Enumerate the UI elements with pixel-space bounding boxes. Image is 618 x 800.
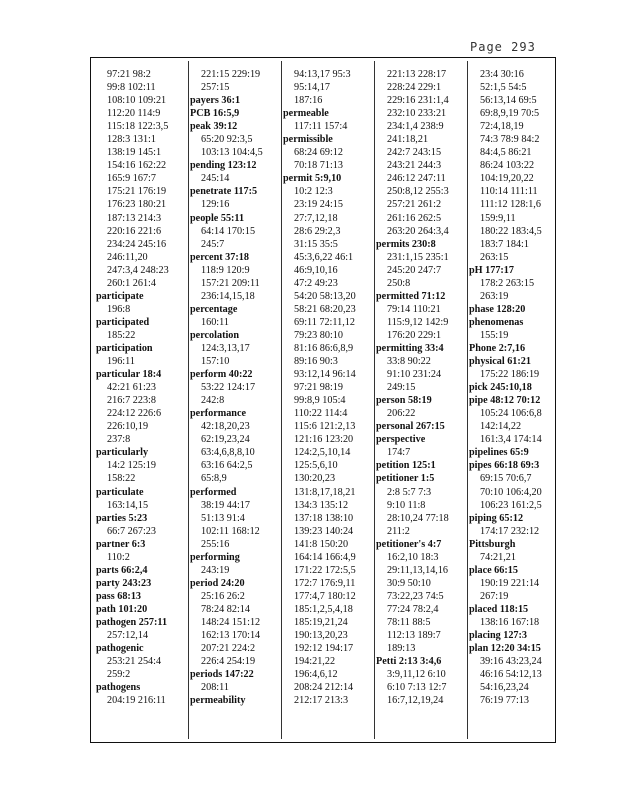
index-entry-references: 91:10 231:24: [387, 369, 442, 381]
index-entry-references: 68:24 69:12: [294, 147, 343, 159]
index-entry-references: 69:8,9,19 70:5: [480, 108, 540, 120]
index-entry-headword: particulate: [96, 486, 144, 498]
index-entry-headword: permit 5:9,10: [283, 173, 342, 185]
index-entry-references: 255:16: [201, 538, 230, 550]
index-entry-references: 53:22 124:17: [201, 382, 256, 394]
index-entry-references: 180:22 183:4,5: [480, 225, 542, 237]
index-entry-references: 112:13 189:7: [387, 630, 441, 642]
index-entry-headword: parts 66:2,4: [96, 564, 148, 576]
index-entry-references: 97:21 98:19: [294, 382, 343, 394]
index-entry-references: 65:8,9: [201, 473, 227, 485]
index-column-3: [283, 68, 375, 707]
index-entry-headword: pathogenic: [96, 643, 144, 655]
index-entry-references: 174:17 232:12: [480, 525, 540, 537]
index-entry-headword: Phone 2:7,16: [469, 342, 526, 354]
index-entry-references: 110:2: [107, 551, 130, 563]
index-entry-references: 79:14 110:21: [387, 303, 441, 315]
index-entry-references: 16:2,10 18:3: [387, 551, 439, 563]
index-entry-headword: PCB 16:5,9: [190, 108, 240, 120]
index-entry-references: 129:16: [201, 199, 230, 211]
index-entry-references: 155:19: [480, 329, 509, 341]
index-entry-references: 237:8: [107, 434, 131, 446]
index-entry-references: 28:10,24 77:18: [387, 512, 449, 524]
index-entry-references: 208:24 212:14: [294, 682, 354, 694]
index-entry-references: 52:1,5 54:5: [480, 82, 527, 94]
index-entry-references: 157:10: [201, 356, 230, 368]
index-entry-references: 253:21 254:4: [107, 656, 162, 668]
index-entry-references: 10:2 12:3: [294, 186, 333, 198]
index-entry-references: 190:13,20,23: [294, 630, 348, 642]
index-entry-headword: phase 128:20: [469, 303, 526, 315]
index-entry-references: 142:14,22: [480, 421, 522, 433]
index-entry-references: 204:19 216:11: [107, 695, 166, 707]
index-entry-references: 29:11,13,14,16: [387, 564, 449, 576]
index-entry-references: 102:11 168:12: [201, 525, 260, 537]
index-entry-references: 249:15: [387, 382, 416, 394]
index-entry-references: 121:16 123:20: [294, 434, 354, 446]
index-entry-headword: perform 40:22: [190, 369, 253, 381]
index-entry-headword: payers 36:1: [190, 95, 241, 107]
index-entry-headword: pipelines 65:9: [469, 447, 529, 459]
index-entry-headword: partner 6:3: [96, 538, 146, 550]
index-entry-references: 263:20 264:3,4: [387, 225, 449, 237]
index-entry-references: 131:8,17,18,21: [294, 486, 356, 498]
index-entry-references: 216:7 223:8: [107, 395, 156, 407]
index-entry-references: 226:10,19: [107, 421, 149, 433]
index-entry-references: 42:18,20,23: [201, 421, 250, 433]
index-entry-headword: party 243:23: [96, 577, 152, 589]
index-entry-references: 165:9 167:7: [107, 173, 156, 185]
index-entry-references: 73:22,23 74:5: [387, 590, 444, 602]
index-entry-headword: pipe 48:12 70:12: [469, 395, 541, 407]
index-entry-headword: piping 65:12: [469, 512, 524, 524]
index-entry-references: 263:19: [480, 290, 509, 302]
index-entry-headword: place 66:15: [469, 564, 518, 576]
index-entry-headword: performing: [190, 551, 240, 563]
index-entry-references: 69:15 70:6,7: [480, 473, 532, 485]
index-entry-references: 110:14 111:11: [480, 186, 538, 198]
page-number: Page 293: [470, 40, 536, 54]
index-entry-references: 183:7 184:1: [480, 238, 529, 250]
index-entry-headword: parties 5:23: [96, 512, 148, 524]
index-column-2: [190, 68, 282, 707]
index-entry-references: 196:11: [107, 356, 135, 368]
index-entry-references: 267:19: [480, 590, 509, 602]
index-entry-references: 106:23 161:2,5: [480, 499, 542, 511]
index-entry-references: 247:3,4 248:23: [107, 264, 169, 276]
index-entry-references: 221:15 229:19: [201, 69, 261, 80]
index-entry-references: 117:11 157:4: [294, 121, 348, 133]
index-entry-references: 260:1 261:4: [107, 277, 156, 289]
index-entry-references: 115:6 121:2,13: [294, 421, 356, 433]
index-entry-headword: personal 267:15: [376, 421, 445, 433]
index-entry-references: 175:21 176:19: [107, 186, 167, 198]
index-entry-references: 110:22 114:4: [294, 408, 348, 420]
index-entry-references: 63:16 64:2,5: [201, 460, 253, 472]
index-entry-references: 74:21,21: [480, 551, 516, 563]
index-entry-references: 51:13 91:4: [201, 512, 245, 524]
index-entry-references: 185:22: [107, 329, 136, 341]
index-entry-references: 25:16 26:2: [201, 590, 245, 602]
index-entry-headword: petitioner's 4:7: [376, 538, 442, 550]
index-entry-references: 232:10 233:21: [387, 108, 447, 120]
index-entry-references: 42:21 61:23: [107, 382, 156, 394]
index-entry-references: 206:22: [387, 408, 416, 420]
index-entry-headword: petitioner 1:5: [376, 473, 435, 485]
index-entry-references: 162:13 170:14: [201, 630, 261, 642]
index-entry-headword: physical 61:21: [469, 356, 531, 368]
index-entry-references: 74:3 78:9 84:2: [480, 134, 540, 146]
index-entry-headword: participate: [96, 290, 144, 302]
index-entry-references: 6:10 7:13 12:7: [387, 682, 447, 694]
index-entry-headword: Petti 2:13 3:4,6: [376, 656, 442, 668]
index-entry-references: 86:24 103:22: [480, 160, 535, 172]
index-entry-references: 242:7 243:15: [387, 147, 442, 159]
index-entry-references: 46:16 54:12,13: [480, 669, 542, 681]
index-entry-references: 54:20 58:13,20: [294, 290, 356, 302]
index-entry-headword: permeable: [283, 108, 329, 120]
index-column-1: [96, 68, 188, 707]
index-entry-headword: placed 118:15: [469, 603, 529, 615]
index-entry-references: 220:16 221:6: [107, 225, 162, 237]
index-entry-references: 176:23 180:21: [107, 199, 167, 211]
index-entry-references: 16:7,12,19,24: [387, 695, 444, 707]
index-entry-references: 242:8: [201, 395, 225, 407]
index-entry-references: 229:16 231:1,4: [387, 95, 449, 107]
column-divider: [188, 61, 189, 739]
index-entry-references: 3:9,11,12 6:10: [387, 669, 446, 681]
index-entry-references: 241:18,21: [387, 134, 429, 146]
index-entry-references: 45:3,6,22 46:1: [294, 251, 354, 263]
index-entry-references: 104:19,20,22: [480, 173, 534, 185]
index-entry-references: 176:20 229:1: [387, 329, 442, 341]
index-entry-references: 159:9,11: [480, 212, 516, 224]
index-entry-headword: performed: [190, 486, 237, 498]
index-entry-references: 112:20 114:9: [107, 108, 161, 120]
index-entry-references: 111:12 128:1,6: [480, 199, 541, 211]
index-entry-references: 139:23 140:24: [294, 525, 354, 537]
index-entry-references: 243:19: [201, 564, 230, 576]
index-entry-references: 154:16 162:22: [107, 160, 167, 172]
index-entry-references: 245:14: [201, 173, 230, 185]
index-entry-headword: periods 147:22: [190, 669, 254, 681]
index-entry-references: 30:9 50:10: [387, 577, 431, 589]
index-entry-references: 161:3,4 174:14: [480, 434, 542, 446]
index-entry-references: 56:13,14 69:5: [480, 95, 537, 107]
index-entry-references: 185:1,2,5,4,18: [294, 603, 353, 615]
index-entry-references: 211:2: [387, 525, 410, 537]
index-entry-references: 138:16 167:18: [480, 616, 540, 628]
index-entry-headword: Pittsburgh: [469, 538, 516, 550]
index-entry-references: 64:14 170:15: [201, 225, 256, 237]
index-entry-references: 245:20 247:7: [387, 264, 442, 276]
index-entry-references: 65:20 92:3,5: [201, 134, 253, 146]
index-entry-references: 23:4 30:16: [480, 69, 524, 80]
index-entry-headword: plan 12:20 34:15: [469, 643, 541, 655]
index-entry-headword: petition 125:1: [376, 460, 436, 472]
index-entry-references: 38:19 44:17: [201, 499, 250, 511]
index-entry-headword: permitted 71:12: [376, 290, 446, 302]
index-entry-references: 125:5,6,10: [294, 460, 338, 472]
index-entry-references: 257:12,14: [107, 630, 149, 642]
index-entry-references: 2:8 5:7 7:3: [387, 486, 432, 498]
index-entry-references: 97:21 98:2: [107, 69, 151, 80]
index-entry-references: 160:11: [201, 316, 229, 328]
index-entry-references: 99:8 102:11: [107, 82, 156, 94]
index-entry-references: 89:16 90:3: [294, 356, 338, 368]
index-entry-headword: pick 245:10,18: [469, 382, 532, 394]
index-entry-references: 124:2,5,10,14: [294, 447, 351, 459]
index-entry-references: 259:2: [107, 669, 131, 681]
index-entry-references: 54:16,23,24: [480, 682, 529, 694]
index-entry-headword: placing 127:3: [469, 630, 528, 642]
index-entry-references: 246:11,20: [107, 251, 148, 263]
index-column-5: [469, 68, 561, 707]
index-entry-references: 208:11: [201, 682, 229, 694]
index-entry-references: 263:15: [480, 251, 509, 263]
index-entry-references: 62:19,23,24: [201, 434, 250, 446]
index-entry-references: 171:22 172:5,5: [294, 564, 356, 576]
index-entry-headword: phenomenas: [469, 316, 524, 328]
index-entry-headword: performance: [190, 408, 247, 420]
index-entry-references: 194:21,22: [294, 656, 336, 668]
index-entry-references: 70:10 106:4,20: [480, 486, 542, 498]
index-entry-headword: pH 177:17: [469, 264, 514, 276]
index-entry-references: 78:24 82:14: [201, 603, 250, 615]
index-entry-headword: permits 230:8: [376, 238, 436, 250]
index-entry-headword: percentage: [190, 303, 238, 315]
index-entry-references: 246:12 247:11: [387, 173, 446, 185]
index-entry-references: 245:7: [201, 238, 225, 250]
index-entry-references: 212:17 213:3: [294, 695, 349, 707]
index-entry-references: 192:12 194:17: [294, 643, 354, 655]
index-entry-references: 105:24 106:6,8: [480, 408, 542, 420]
index-entry-references: 115:9,12 142:9: [387, 316, 449, 328]
index-entry-references: 234:24 245:16: [107, 238, 167, 250]
index-entry-references: 128:3 131:1: [107, 134, 156, 146]
index-entry-references: 175:22 186:19: [480, 369, 540, 381]
index-entry-references: 46:9,10,16: [294, 264, 338, 276]
index-entry-references: 185:19,21,24: [294, 616, 348, 628]
index-entry-references: 66:7 267:23: [107, 525, 156, 537]
index-entry-references: 58:21 68:20,23: [294, 303, 356, 315]
index-entry-references: 187:13 214:3: [107, 212, 162, 224]
index-entry-references: 178:2 263:15: [480, 277, 535, 289]
index-entry-references: 63:4,6,8,8,10: [201, 447, 255, 459]
index-entry-references: 177:4,7 180:12: [294, 590, 356, 602]
index-entry-headword: pass 68:13: [96, 590, 142, 602]
index-entry-references: 189:13: [387, 643, 416, 655]
index-entry-references: 134:3 135:12: [294, 499, 349, 511]
index-entry-references: 108:10 109:21: [107, 95, 167, 107]
index-entry-references: 28:6 29:2,3: [294, 225, 341, 237]
index-entry-references: 31:15 35:5: [294, 238, 338, 250]
index-entry-references: 84:4,5 86:21: [480, 147, 532, 159]
index-entry-headword: pending 123:12: [190, 160, 257, 172]
index-column-4: [376, 68, 468, 707]
index-entry-references: 14:2 125:19: [107, 460, 156, 472]
index-entry-references: 23:19 24:15: [294, 199, 343, 211]
index-entry-references: 81:16 86:6,8,9: [294, 342, 354, 354]
index-entry-headword: penetrate 117:5: [190, 186, 258, 198]
index-entry-references: 226:4 254:19: [201, 656, 256, 668]
index-entry-headword: pipes 66:18 69:3: [469, 460, 540, 472]
index-entry-headword: particular 18:4: [96, 369, 162, 381]
index-entry-references: 141:8 150:20: [294, 538, 349, 550]
index-entry-references: 224:12 226:6: [107, 408, 162, 420]
index-entry-headword: percent 37:18: [190, 251, 249, 263]
index-entry-references: 172:7 176:9,11: [294, 577, 356, 589]
index-entry-headword: people 55:11: [190, 212, 245, 224]
index-entry-references: 158:22: [107, 473, 136, 485]
index-entry-references: 76:19 77:13: [480, 695, 529, 707]
index-entry-headword: pathogens: [96, 682, 141, 694]
index-entry-references: 124:3,13,17: [201, 342, 250, 354]
index-entry-references: 138:19 145:1: [107, 147, 162, 159]
index-entry-references: 187:16: [294, 95, 323, 107]
index-entry-references: 137:18 138:10: [294, 512, 354, 524]
index-entry-references: 9:10 11:8: [387, 499, 426, 511]
index-entry-references: 69:11 72:11,12: [294, 316, 355, 328]
index-entry-headword: permitting 33:4: [376, 342, 444, 354]
index-entry-references: 33:8 90:22: [387, 356, 431, 368]
index-entry-headword: peak 39:12: [190, 121, 238, 133]
index-entry-references: 72:4,18,19: [480, 121, 524, 133]
index-entry-headword: particularly: [96, 447, 149, 459]
index-entry-references: 174:7: [387, 447, 411, 459]
index-entry-headword: period 24:20: [190, 577, 245, 589]
index-entry-references: 93:12,14 96:14: [294, 369, 356, 381]
index-entry-headword: permeability: [190, 695, 246, 707]
index-entry-headword: participation: [96, 342, 153, 354]
index-entry-references: 190:19 221:14: [480, 577, 540, 589]
index-entry-references: 157:21 209:11: [201, 277, 260, 289]
index-entry-references: 115:18 122:3,5: [107, 121, 169, 133]
index-entry-references: 231:1,15 235:1: [387, 251, 449, 263]
index-entry-headword: permissible: [283, 134, 333, 146]
index-entry-references: 39:16 43:23,24: [480, 656, 542, 668]
index-entry-references: 257:15: [201, 82, 230, 94]
index-entry-references: 130:20,23: [294, 473, 336, 485]
index-entry-references: 261:16 262:5: [387, 212, 442, 224]
index-entry-references: 47:2 49:23: [294, 277, 338, 289]
index-entry-headword: perspective: [376, 434, 426, 446]
index-entry-references: 221:13 228:17: [387, 69, 447, 80]
index-entry-references: 27:7,12,18: [294, 212, 338, 224]
index-entry-references: 103:13 104:4,5: [201, 147, 263, 159]
index-entry-references: 196:4,6,12: [294, 669, 338, 681]
index-entry-references: 77:24 78:2,4: [387, 603, 439, 615]
index-entry-references: 70:18 71:13: [294, 160, 343, 172]
index-entry-references: 79:23 80:10: [294, 329, 343, 341]
index-entry-headword: person 58:19: [376, 395, 432, 407]
index-entry-references: 118:9 120:9: [201, 264, 250, 276]
index-entry-references: 164:14 166:4,9: [294, 551, 356, 563]
index-entry-references: 228:24 229:1: [387, 82, 442, 94]
index-entry-references: 94:13,17 95:3: [294, 69, 351, 80]
index-entry-headword: percolation: [190, 329, 240, 341]
index-entry-references: 243:21 244:3: [387, 160, 442, 172]
index-entry-references: 250:8,12 255:3: [387, 186, 449, 198]
index-entry-references: 163:14,15: [107, 499, 149, 511]
index-entry-headword: participated: [96, 316, 150, 328]
index-entry-references: 250:8: [387, 277, 411, 289]
index-entry-headword: pathogen 257:11: [96, 616, 168, 628]
index-entry-references: 148:24 151:12: [201, 616, 261, 628]
index-entry-references: 236:14,15,18: [201, 290, 255, 302]
index-entry-references: 234:1,4 238:9: [387, 121, 444, 133]
index-entry-headword: path 101:20: [96, 603, 148, 615]
index-entry-references: 95:14,17: [294, 82, 330, 94]
index-entry-references: 78:11 88:5: [387, 616, 431, 628]
index-entry-references: 196:8: [107, 303, 131, 315]
index-entry-references: 207:21 224:2: [201, 643, 256, 655]
index-entry-references: 99:8,9 105:4: [294, 395, 346, 407]
index-entry-references: 257:21 261:2: [387, 199, 442, 211]
